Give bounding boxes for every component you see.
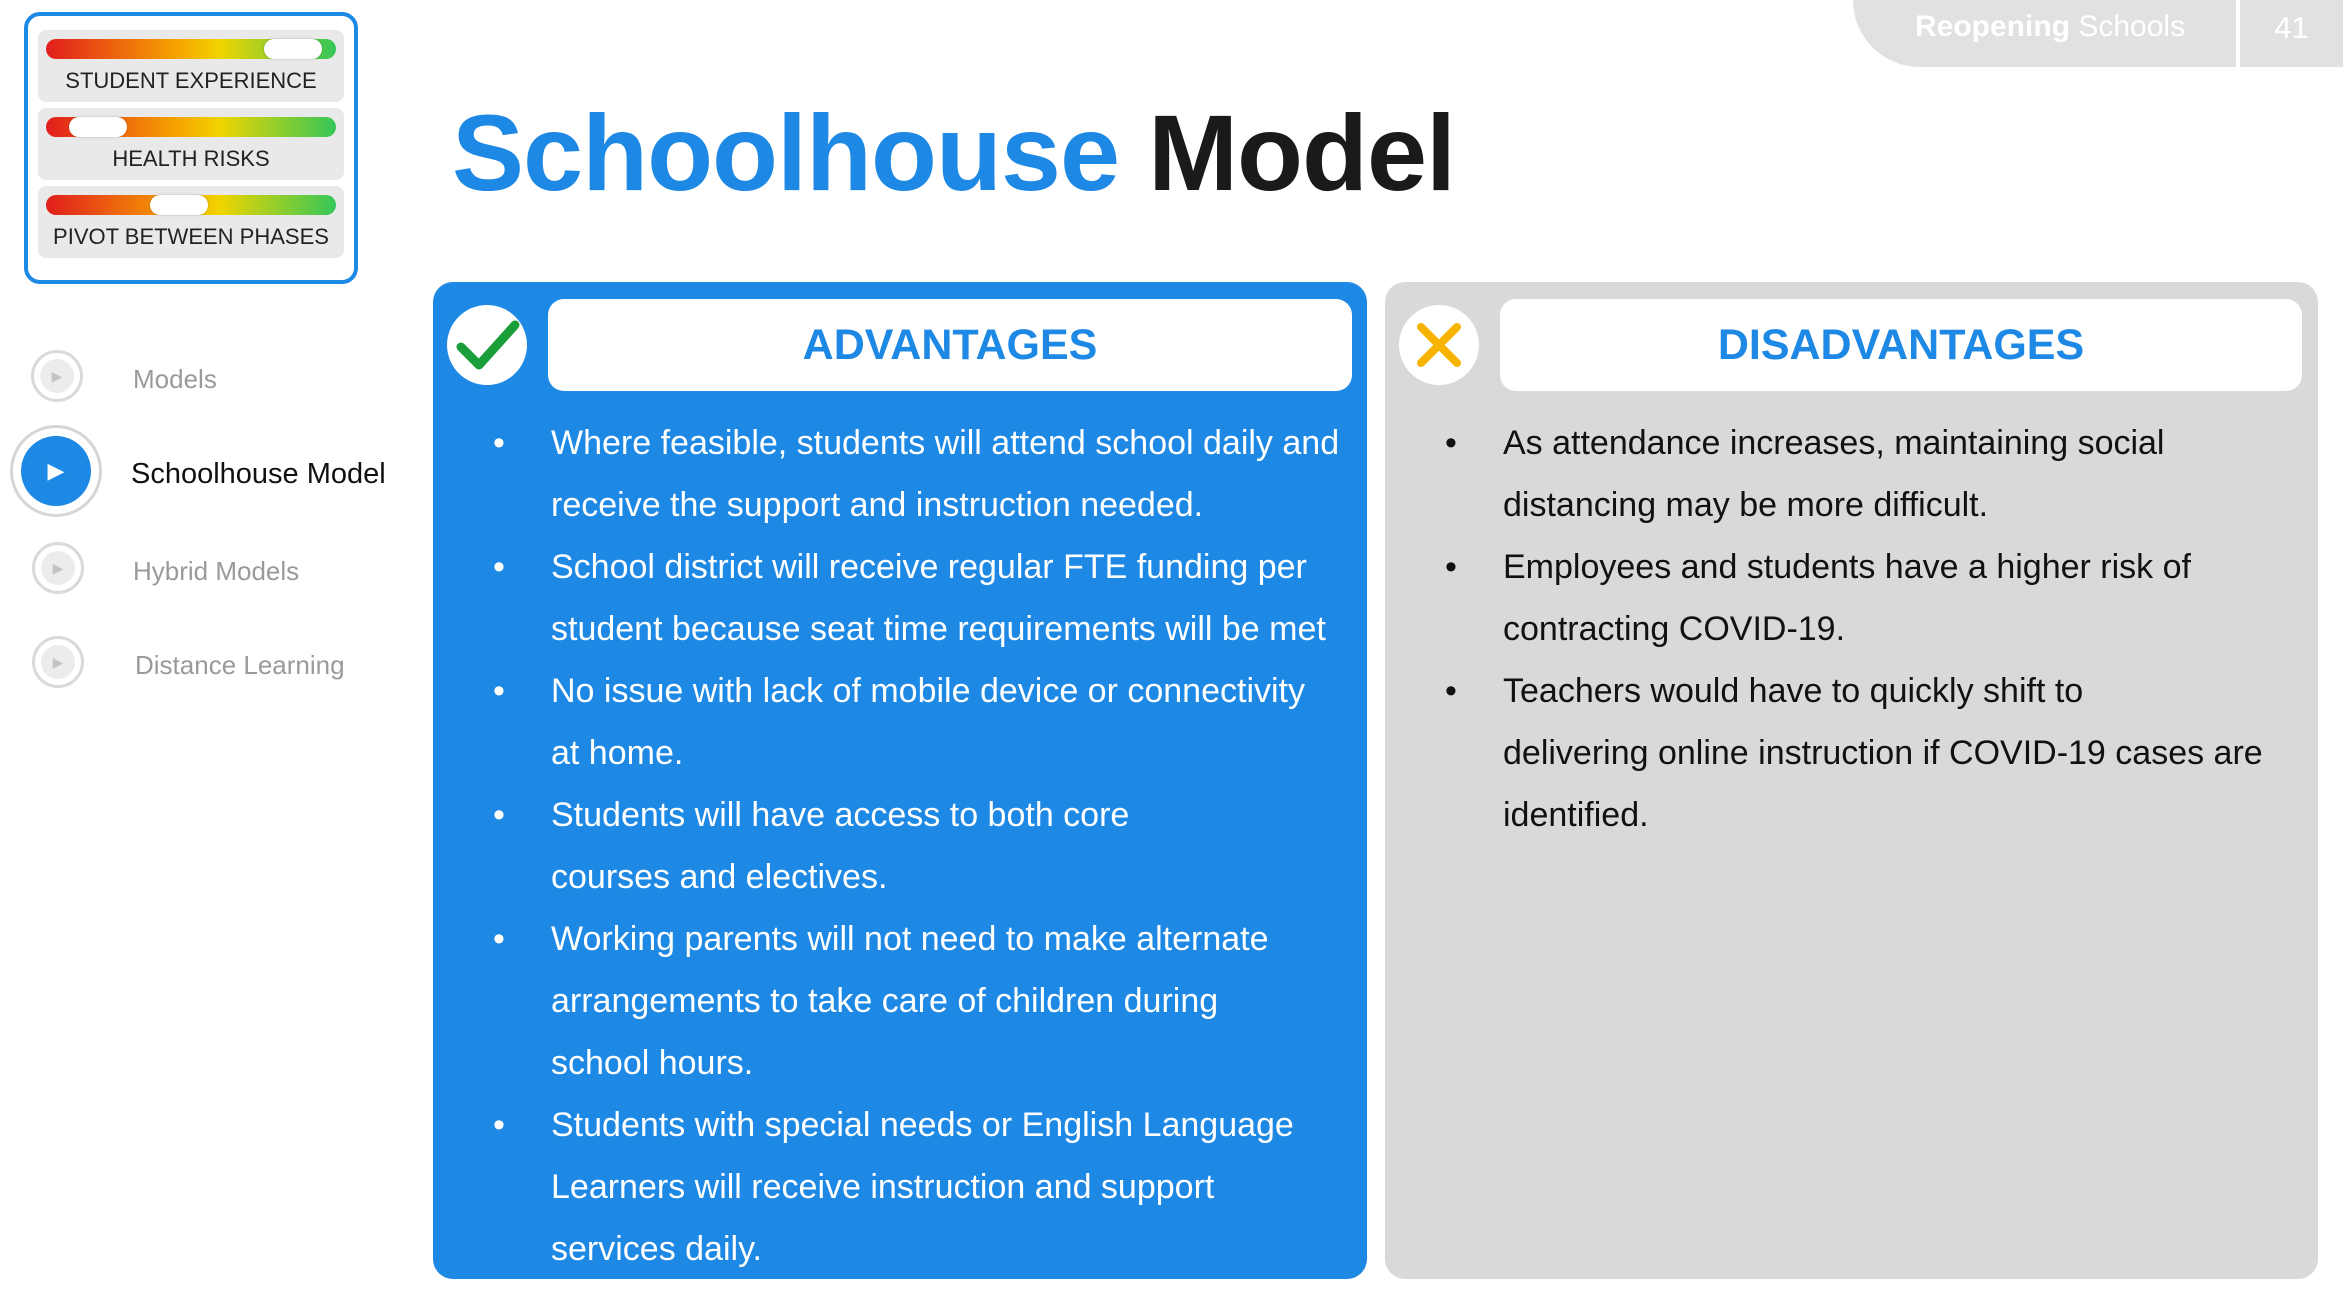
list-item-line: distancing may be more difficult.: [1503, 486, 1989, 524]
play-icon: ▶: [32, 542, 84, 594]
meter-health-risks: [38, 108, 344, 180]
page-number: 41: [2274, 10, 2309, 45]
presentation-title: Reopening Schools: [1915, 10, 2186, 43]
nav-item-schoolhouse-model[interactable]: [0, 430, 420, 510]
bullet-icon: •: [493, 424, 505, 462]
nav-item-label: Hybrid Models: [133, 556, 300, 586]
play-icon: ▶: [31, 350, 83, 402]
bullet-icon: •: [493, 796, 505, 834]
meter-panel: [24, 12, 358, 284]
list-item: [433, 908, 1367, 1094]
list-item-line: services daily.: [551, 1230, 762, 1268]
list-item-line: arrangements to take care of children during: [551, 982, 1219, 1020]
play-icon: ▶: [32, 636, 84, 688]
list-item-line: student because seat time requirements will be met: [551, 610, 1326, 648]
list-item-line: No issue with lack of mobile device or connectivity: [551, 672, 1305, 710]
list-item-line: School district will receive regular FTE funding per: [551, 548, 1307, 586]
bullet-icon: •: [1445, 548, 1457, 586]
list-item-line: identified.: [1503, 796, 1649, 834]
meter-pivot-between-phases: [38, 186, 344, 258]
list-item-line: As attendance increases, maintaining social: [1503, 424, 2165, 462]
advantages-panel: [433, 282, 1367, 1279]
list-item: [1385, 412, 2303, 536]
advantages-heading: ADVANTAGES: [548, 299, 1352, 391]
list-item-line: courses and electives.: [551, 858, 888, 896]
bullet-icon: •: [493, 1106, 505, 1144]
list-item-line: receive the support and instruction needed.: [551, 486, 1204, 524]
list-item-line: Learners will receive instruction and support: [551, 1168, 1215, 1206]
list-item-line: Where feasible, students will attend school daily and: [551, 424, 1340, 462]
checkmark-icon: [447, 305, 527, 385]
page-title: Schoolhouse Model: [452, 92, 1456, 213]
nav-item-label: Schoolhouse Model: [131, 458, 386, 490]
list-item: [433, 784, 1367, 908]
meter-label: STUDENT EXPERIENCE: [65, 68, 317, 93]
bullet-icon: •: [1445, 672, 1457, 710]
list-item-line: at home.: [551, 734, 684, 772]
nav-item-label: Models: [133, 364, 217, 394]
nav-item-hybrid-models[interactable]: [0, 530, 420, 610]
meter-student-experience: [38, 30, 344, 102]
disadvantages-panel: [1385, 282, 2318, 1279]
bullet-icon: •: [1445, 424, 1457, 462]
disadvantages-heading: DISADVANTAGES: [1500, 299, 2302, 391]
list-item-line: contracting COVID-19.: [1503, 610, 1846, 648]
x-mark-icon: [1399, 305, 1479, 385]
play-icon: ▶: [10, 425, 102, 517]
list-item: [1385, 660, 2303, 846]
nav-item-distance-learning[interactable]: [0, 624, 420, 704]
meter-indicator: [150, 195, 208, 215]
meter-label: PIVOT BETWEEN PHASES: [53, 224, 329, 249]
list-item-line: delivering online instruction if COVID-19 cases are: [1503, 734, 2263, 772]
list-item-line: Teachers would have to quickly shift to: [1503, 672, 2084, 710]
list-item-line: Students with special needs or English Language: [551, 1106, 1294, 1144]
nav-item-models[interactable]: [0, 340, 420, 420]
meter-indicator: [69, 117, 127, 137]
bullet-icon: •: [493, 548, 505, 586]
advantages-list: [433, 412, 1367, 1280]
nav-item-label: Distance Learning: [135, 650, 345, 680]
meter-label: HEALTH RISKS: [112, 146, 270, 171]
disadvantages-list: [1385, 412, 2303, 846]
list-item: [433, 660, 1367, 784]
list-item: [433, 1094, 1367, 1280]
meter-indicator: [264, 39, 322, 59]
bullet-icon: •: [493, 920, 505, 958]
list-item-line: Working parents will not need to make alternate: [551, 920, 1269, 958]
bullet-icon: •: [493, 672, 505, 710]
list-item: [1385, 536, 2303, 660]
list-item-line: Employees and students have a higher risk of: [1503, 548, 2191, 586]
list-item: [433, 536, 1367, 660]
list-item: [433, 412, 1367, 536]
list-item-line: school hours.: [551, 1044, 754, 1082]
list-item-line: Students will have access to both core: [551, 796, 1130, 834]
